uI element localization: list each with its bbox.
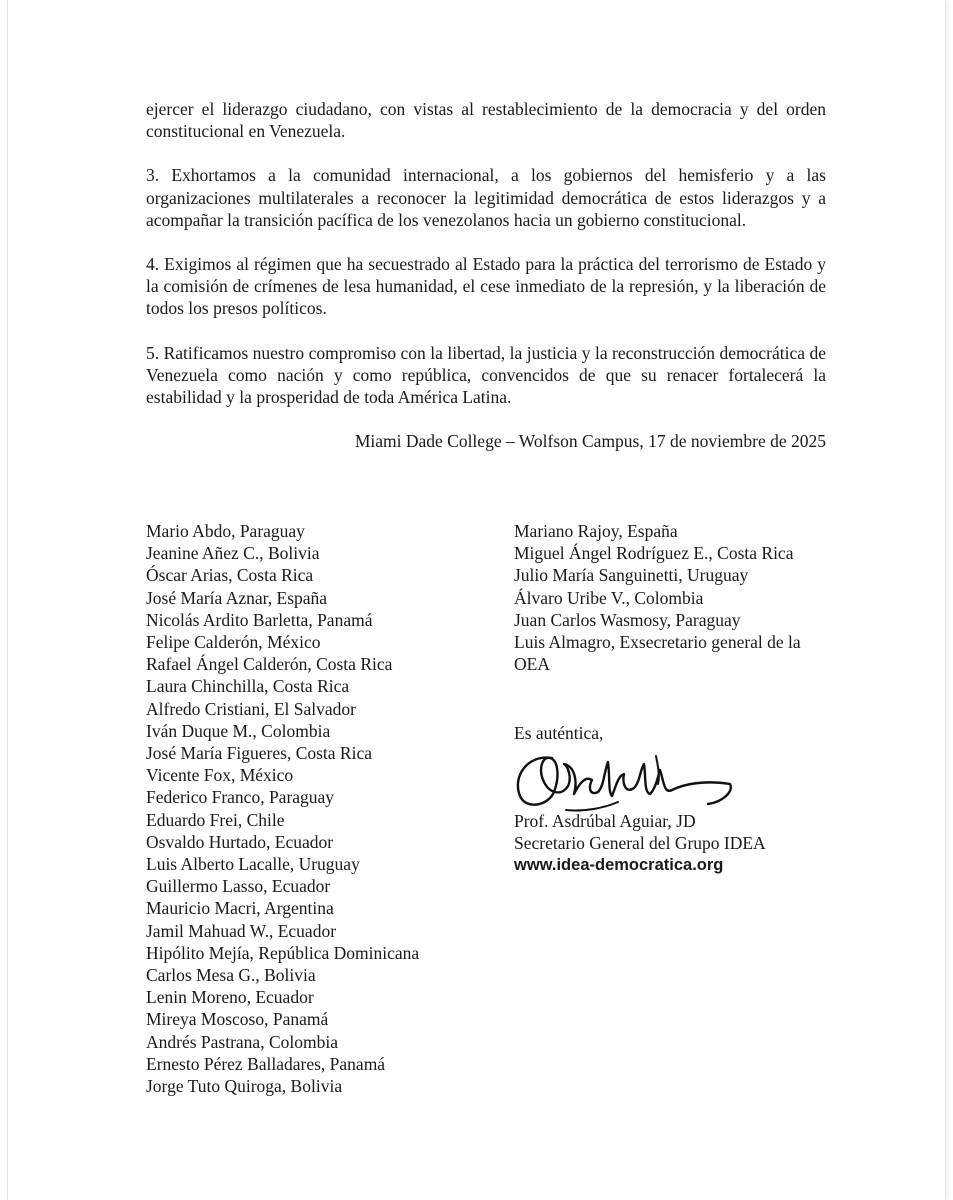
paragraph-4: 4. Exigimos al régimen que ha secuestrado al Estado para la práctica del terrorismo de Estado y la comisión de crímenes de lesa humanidad, el cese inmediato de la represión, y la liberación de todos los presos políticos. <box>146 254 826 319</box>
paragraph-3: 3. Exhortamos a la comunidad internacional, a los gobiernos del hemisferio y a las organizaciones multilaterales a reconocer la legitimidad democrática de estos liderazgos y a acompañar la transición pacífica de los venezolanos hacia un gobierno constitucional. <box>146 165 826 230</box>
signatory: Jeanine Añez C., Bolivia <box>146 543 320 564</box>
signatory: Julio María Sanguinetti, Uruguay <box>514 565 749 586</box>
signatory: Felipe Calderón, México <box>146 632 321 653</box>
authentication-block <box>514 722 826 874</box>
signatory: Eduardo Frei, Chile <box>146 809 285 830</box>
document-body <box>146 98 826 452</box>
signatory: Federico Franco, Paraguay <box>146 787 335 808</box>
document-page <box>8 0 945 1200</box>
signatory: Mario Abdo, Paraguay <box>146 521 305 541</box>
signatory: Luis Almagro, Exsecretario general de la OEA <box>514 632 801 675</box>
signatory: Luis Alberto Lacalle, Uruguay <box>146 854 360 875</box>
signatory-title: Secretario General del Grupo IDEA <box>514 833 766 853</box>
signatory: Mauricio Macri, Argentina <box>146 898 334 919</box>
signatory: Hipólito Mejía, República Dominicana <box>146 942 420 963</box>
signatory: Ernesto Pérez Balladares, Panamá <box>146 1053 386 1074</box>
signatory: Rafael Ángel Calderón, Costa Rica <box>146 654 393 675</box>
signatory: José María Aznar, España <box>146 587 328 608</box>
signatory: Álvaro Uribe V., Colombia <box>514 587 704 608</box>
signatory: Mariano Rajoy, España <box>514 521 678 541</box>
signatory: Jorge Tuto Quiroga, Bolivia <box>146 1076 343 1097</box>
signatory: Osvaldo Hurtado, Ecuador <box>146 831 334 852</box>
signatory-name: Prof. Asdrúbal Aguiar, JD <box>514 811 696 831</box>
paragraph-5: 5. Ratificamos nuestro compromiso con la libertad, la justicia y la reconstrucción democrática de Venezuela como nación y como república, convencidos de que su renacer fortalecerá la estabilidad y la prosperidad de toda América Latina. <box>146 342 826 408</box>
signatory: Nicolás Ardito Barletta, Panamá <box>146 609 373 630</box>
signatory: Iván Duque M., Colombia <box>146 720 331 741</box>
signatory: Andrés Pastrana, Colombia <box>146 1031 338 1052</box>
signatory: Mireya Moscoso, Panamá <box>146 1009 329 1030</box>
place-and-date: Miami Dade College – Wolfson Campus, 17 de noviembre de 2025 <box>354 431 826 452</box>
signatory: Laura Chinchilla, Costa Rica <box>146 676 350 697</box>
signatory: Vicente Fox, México <box>146 765 294 786</box>
authentication-label: Es auténtica, <box>514 723 604 743</box>
signatory: Alfredo Cristiani, El Salvador <box>146 698 356 719</box>
website-link[interactable]: www.idea-democratica.org <box>514 856 724 874</box>
signatory: Juan Carlos Wasmosy, Paraguay <box>514 609 741 630</box>
paragraph-intro: ejercer el liderazgo ciudadano, con vistas al restablecimiento de la democracia y del orden constitucional en Venezuela. <box>146 99 826 142</box>
signatory: Óscar Arias, Costa Rica <box>146 565 314 586</box>
signatories-left-column <box>146 520 486 1097</box>
signatories-right-column <box>514 520 826 675</box>
signatory: Jamil Mahuad W., Ecuador <box>146 920 337 941</box>
signatory: Carlos Mesa G., Bolivia <box>146 965 316 986</box>
signatory: Miguel Ángel Rodríguez E., Costa Rica <box>514 543 794 564</box>
signatory: Guillermo Lasso, Ecuador <box>146 876 331 897</box>
signatory: Lenin Moreno, Ecuador <box>146 987 314 1008</box>
signatory: José María Figueres, Costa Rica <box>146 743 372 764</box>
